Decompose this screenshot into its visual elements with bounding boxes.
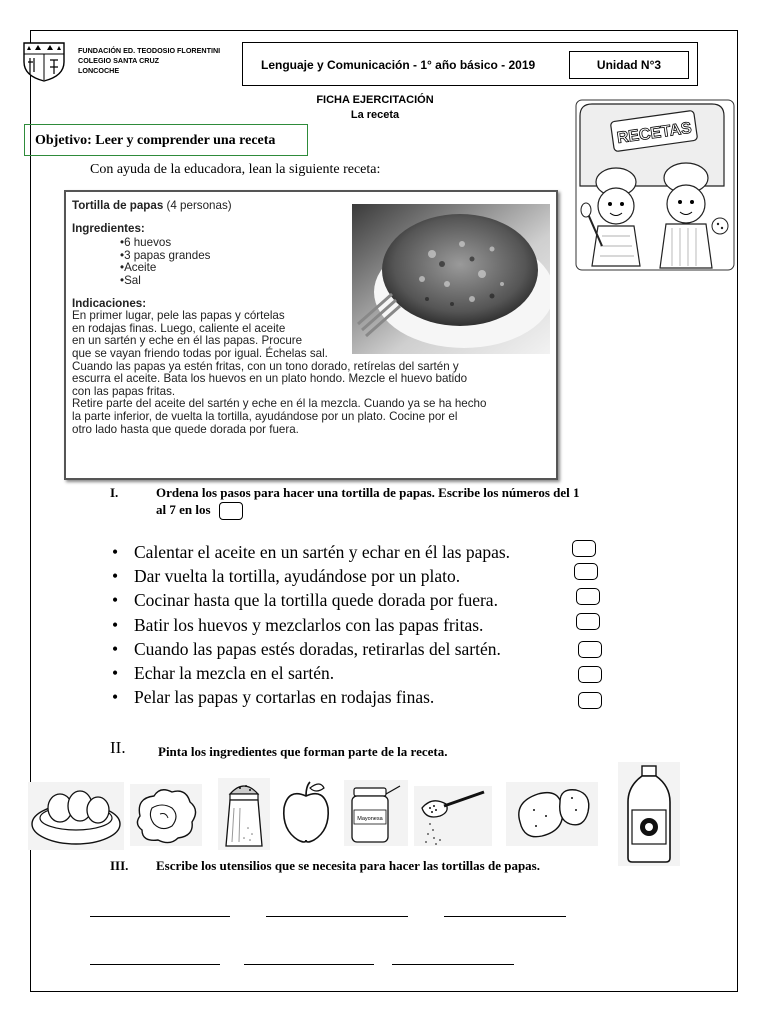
section-2-instruction: Pinta los ingredientes que forman parte de la receta. xyxy=(158,744,448,759)
step-item: • Pelar las papas y cortarlas en rodajas finas. xyxy=(112,687,435,708)
sheet-heading xyxy=(300,93,450,123)
ingredient-item: • 3 papas grandes xyxy=(120,250,552,263)
answer-line[interactable] xyxy=(244,964,374,965)
unit-label: Unidad N°3 xyxy=(569,51,689,79)
instruction-line: otro lado hasta que quede dorada por fuera. xyxy=(72,422,299,436)
step-text: Echar la mezcla en el sartén. xyxy=(134,663,335,684)
recipe-title: Tortilla de papas xyxy=(72,199,164,212)
lettuce-icon[interactable] xyxy=(130,784,202,846)
oil-bottle-icon[interactable] xyxy=(618,762,680,866)
recipes-chefs-illustration xyxy=(572,96,738,276)
step-item: • Batir los huevos y mezclarlos con las papas fritas. xyxy=(112,614,484,635)
instruction-line: con las papas fritas. xyxy=(72,384,176,398)
example-answer-box xyxy=(219,502,243,520)
school-line: LONCOCHE xyxy=(78,66,120,75)
steps-list xyxy=(112,540,592,709)
ingredient-item: • Sal xyxy=(120,275,552,288)
mayonesa-label: Mayonesa xyxy=(357,816,383,822)
school-line: COLEGIO SANTA CRUZ xyxy=(78,56,160,65)
section-1-number: I. xyxy=(110,485,119,500)
step-answer-box[interactable] xyxy=(576,613,600,630)
step-text: Cocinar hasta que la tortilla quede dorada por fuera. xyxy=(134,590,498,611)
sheet-title: FICHA EJERCITACIÓN xyxy=(316,94,434,106)
school-crest-icon xyxy=(20,40,68,82)
step-item: • Dar vuelta la tortilla, ayudándose por un plato. xyxy=(112,566,461,587)
answer-line[interactable] xyxy=(444,916,566,917)
tortilla-photo xyxy=(352,204,550,354)
step-answer-box[interactable] xyxy=(572,540,596,557)
apple-icon[interactable] xyxy=(280,778,332,846)
sheet-subtitle: La receta xyxy=(350,109,400,121)
eggs-in-bowl-icon[interactable] xyxy=(28,782,124,850)
instruction-line: la parte inferior, de vuelta la tortilla, ayudándose por un plato. Cocine por el xyxy=(72,409,458,423)
step-text: Dar vuelta la tortilla, ayudándose por un plato. xyxy=(134,566,461,587)
potatoes-icon[interactable] xyxy=(506,782,598,846)
answer-line[interactable] xyxy=(90,916,230,917)
step-text: Batir los huevos y mezclarlos con las papas fritas. xyxy=(134,614,484,635)
ingredient-item: • 6 huevos xyxy=(120,237,552,250)
section-3-number: III. xyxy=(110,858,129,873)
step-answer-box[interactable] xyxy=(578,692,602,709)
instruction-line: En primer lugar, pele las papas y córtelas xyxy=(72,309,285,323)
recipe-card xyxy=(64,190,558,480)
instruction-line: en un sartén y eche en él las papas. Procure xyxy=(72,334,303,348)
school-line: FUNDACIÓN ED. TEODOSIO FLORENTINI xyxy=(78,46,221,55)
section-2-number: II. xyxy=(110,738,126,757)
recetas-label: RECETAS xyxy=(615,119,693,148)
instruction-line: Cuando las papas ya estén fritas, con un tono dorado, retírelas del sartén y xyxy=(72,359,459,373)
step-answer-box[interactable] xyxy=(578,666,602,683)
instruction-line: en rodajas finas. Luego, caliente el aceite xyxy=(72,321,286,335)
step-answer-box[interactable] xyxy=(578,641,602,658)
step-text: Pelar las papas y cortarlas en rodajas finas. xyxy=(134,687,435,708)
instructions-heading: Indicaciones: xyxy=(72,296,147,310)
instruction-line: que se vayan friendo todas por igual. Échelas sal. xyxy=(72,346,328,360)
step-text: Cuando las papas estés doradas, retirarlas del sartén. xyxy=(134,638,501,659)
ingredients-heading: Ingredientes: xyxy=(72,221,145,235)
step-answer-box[interactable] xyxy=(574,563,598,580)
step-item: • Calentar el aceite en un sartén y echar en él las papas. xyxy=(112,542,511,562)
ingredient-item: • Aceite xyxy=(120,262,552,275)
objective-box: Objetivo: Leer y comprender una receta xyxy=(24,124,308,156)
subject-title: Lenguaje y Comunicación - 1° año básico - 2019 xyxy=(261,58,536,72)
instruction-line: Retire parte del aceite del sartén y eche en él la mezcla. Cuando ya se ha hecho xyxy=(72,397,487,411)
instruction-line: escurra el aceite. Bata los huevos en un plato hondo. Mezcle el huevo batido xyxy=(72,372,468,386)
step-item: • Cocinar hasta que la tortilla quede dorada por fuera. xyxy=(112,590,498,611)
step-answer-box[interactable] xyxy=(576,588,600,605)
section-1-instruction: Ordena los pasos para hacer una tortilla de papas. Escribe los números del 1 xyxy=(156,485,580,500)
answer-line[interactable] xyxy=(266,916,408,917)
school-name xyxy=(78,46,220,76)
salt-spoon-icon[interactable] xyxy=(414,786,492,846)
section-1-instruction-end: al 7 en los xyxy=(156,502,211,517)
recipe-servings: (4 personas) xyxy=(166,199,232,212)
answer-line[interactable] xyxy=(392,964,514,965)
salt-shaker-icon[interactable] xyxy=(218,778,270,850)
header-title-box xyxy=(242,42,698,86)
step-item: • Cuando las papas estés doradas, retirarlas del sartén. xyxy=(112,638,501,659)
answer-line[interactable] xyxy=(90,964,220,965)
section-3-instruction: Escribe los utensilios que se necesita para hacer las tortillas de papas. xyxy=(156,858,540,873)
intro-text: Con ayuda de la educadora, lean la siguiente receta: xyxy=(90,162,381,177)
step-item: • Echar la mezcla en el sartén. xyxy=(112,663,335,684)
step-text: Calentar el aceite en un sartén y echar en él las papas. xyxy=(134,542,511,562)
mayonnaise-jar-icon[interactable] xyxy=(344,780,408,846)
